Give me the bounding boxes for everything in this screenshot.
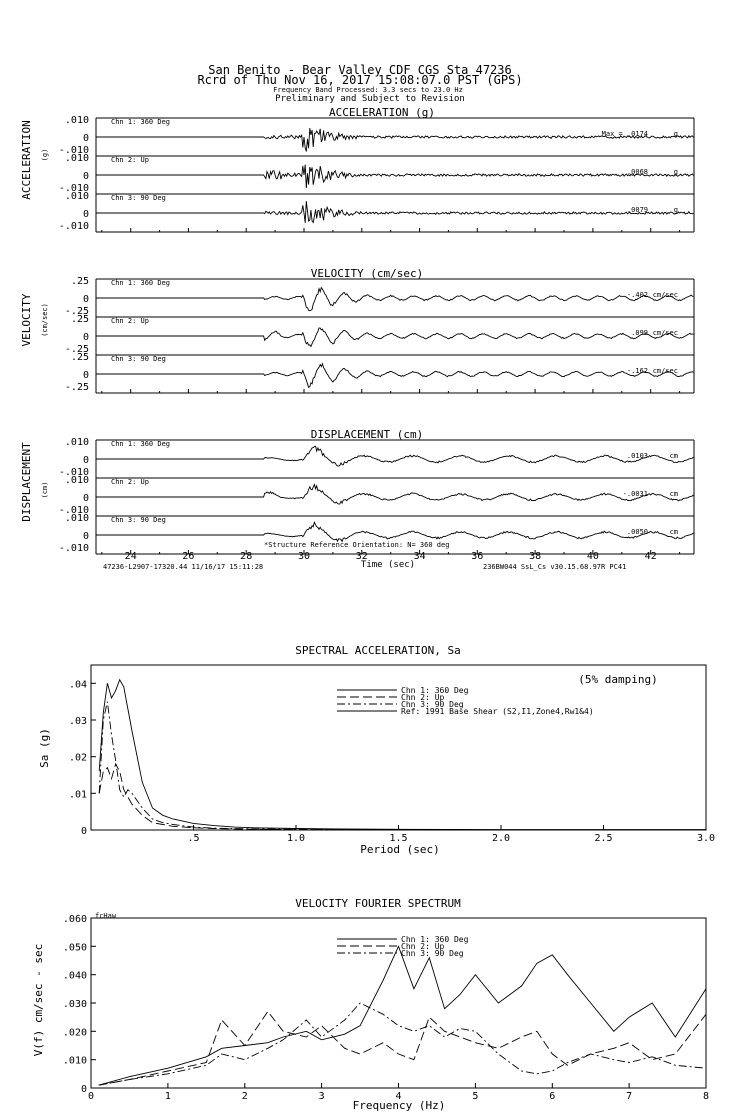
displacement-panel	[20, 428, 694, 554]
x-tick-label: 3	[318, 1091, 325, 1102]
y-tick-label: 0	[80, 1084, 87, 1095]
channel-ytick-max: .010	[64, 191, 89, 202]
channel-name: Chn 2: Up	[111, 478, 149, 486]
channel-ytick-zero: 0	[82, 493, 89, 504]
legend-label: Chn 3: 90 Deg	[401, 700, 464, 709]
channel-ytick-max: .25	[70, 276, 89, 287]
x-tick-label: 3.0	[696, 833, 716, 844]
channel-ytick-max: .010	[64, 437, 89, 448]
channel-ytick-zero: 0	[82, 370, 89, 381]
x-tick-label: 8	[702, 1091, 710, 1102]
channel-ytick-min: -.25	[64, 306, 89, 317]
x-tick-label: 6	[549, 1091, 556, 1102]
channel-peak-value: .0068	[626, 168, 648, 176]
x-tick-label: 7	[626, 1091, 633, 1102]
channel-trace	[96, 522, 693, 541]
time-tick-label: 32	[355, 551, 368, 562]
channel-ytick-min: -.010	[58, 145, 89, 156]
channel-name: Chn 3: 90 Deg	[111, 355, 166, 363]
channel-peak-unit: cm	[669, 490, 678, 498]
channel-ytick-min: -.25	[64, 382, 89, 393]
legend-label: Chn 2: Up	[401, 693, 445, 702]
channel-ytick-zero: 0	[82, 171, 89, 182]
acceleration-title: ACCELERATION (g)	[329, 106, 435, 119]
channel-peak-unit: cm/sec	[652, 329, 678, 337]
channel-trace	[96, 165, 693, 188]
y-tick-label: .04	[68, 679, 87, 691]
velocity-title: VELOCITY (cm/sec)	[310, 267, 424, 280]
displacement-unit-label: (cm)	[41, 481, 49, 499]
channel-peak-value: -.162	[626, 367, 648, 375]
y-tick-label: 0	[80, 826, 87, 837]
fs-corner-label: fcHaw	[95, 912, 117, 920]
footer-left: 47236-L2907-17320.44 11/16/17 15:11:28	[103, 563, 264, 571]
spectral-acceleration-chart	[38, 644, 715, 856]
acceleration-unit-label: (g)	[41, 148, 49, 162]
x-tick-label: 1	[164, 1091, 171, 1102]
plot-frame	[91, 918, 706, 1088]
channel-name: Chn 1: 360 Deg	[111, 440, 171, 448]
sa-title: SPECTRAL ACCELERATION, Sa	[295, 644, 461, 657]
orientation-note: *Structure Reference Orientation: N= 360 deg	[264, 541, 450, 549]
x-tick-label: 5	[472, 1091, 479, 1102]
time-tick-label: 42	[644, 551, 657, 562]
channel-peak-value: .099	[631, 329, 648, 337]
channel-ytick-max: .010	[64, 513, 89, 524]
y-tick-label: .010	[62, 1055, 87, 1067]
fs-ylabel: V(f) cm/sec - sec	[32, 943, 45, 1057]
channel-peak-value: .0050	[626, 528, 648, 536]
acceleration-panel	[20, 106, 694, 232]
series-line	[99, 764, 706, 830]
channel-ytick-max: .010	[64, 475, 89, 486]
channel-name: Chn 3: 90 Deg	[111, 516, 166, 524]
x-tick-label: 2	[241, 1091, 248, 1102]
channel-ytick-max: .010	[64, 115, 89, 126]
footer-right: 236BW044 SsL_Cs v30.15.68.97R PC41	[483, 563, 627, 571]
legend-label: Chn 1: 360 Deg	[401, 686, 469, 695]
channel-peak-value: -.0031	[622, 490, 648, 498]
header-station: San Benito - Bear Valley CDF CGS Sta 47236	[208, 63, 512, 77]
legend-label: Chn 2: Up	[401, 942, 445, 951]
channel-ytick-zero: 0	[82, 332, 89, 343]
time-axis	[103, 541, 657, 571]
acceleration-side-label: ACCELERATION	[20, 120, 33, 200]
channel-peak-value: .0079	[626, 206, 648, 214]
channel-ytick-zero: 0	[82, 133, 89, 144]
channel-name: Chn 1: 360 Deg	[111, 279, 171, 287]
channel-trace	[96, 485, 693, 505]
fs-xlabel: Frequency (Hz)	[352, 1099, 446, 1112]
legend-label: Chn 1: 360 Deg	[401, 935, 469, 944]
sa-xlabel: Period (sec)	[360, 843, 440, 856]
velocity-panel	[20, 267, 694, 393]
channel-peak-unit: g	[673, 206, 678, 214]
channel-ytick-zero: 0	[82, 455, 89, 466]
channel-name: Chn 2: Up	[111, 156, 149, 164]
series-line	[99, 1003, 706, 1085]
channel-ytick-min: -.010	[58, 543, 89, 554]
channel-peak-value: .0103	[626, 452, 648, 460]
time-tick-label: 38	[529, 551, 542, 562]
y-tick-label: .03	[68, 716, 87, 727]
header-band: Frequency Band Processed: 3.3 secs to 23.0 Hz	[273, 86, 463, 94]
channel-ytick-max: .25	[70, 314, 89, 325]
fourier-spectrum-chart	[32, 897, 709, 1112]
y-tick-label: .050	[62, 942, 87, 954]
sa-damping-note: (5% damping)	[578, 673, 658, 686]
y-tick-label: .01	[68, 789, 87, 801]
legend-label: Chn 3: 90 Deg	[401, 949, 464, 958]
channel-ytick-min: -.25	[64, 344, 89, 355]
displacement-title: DISPLACEMENT (cm)	[310, 428, 424, 441]
fs-title: VELOCITY FOURIER SPECTRUM	[295, 897, 461, 910]
y-tick-label: .060	[62, 914, 87, 925]
channel-ytick-zero: 0	[82, 209, 89, 220]
time-axis-label: Time (sec)	[360, 560, 416, 570]
x-tick-label: 1.5	[389, 833, 408, 844]
channel-ytick-min: -.010	[58, 221, 89, 232]
channel-ytick-min: -.010	[58, 505, 89, 516]
channel-ytick-zero: 0	[82, 531, 89, 542]
channel-trace	[96, 446, 693, 466]
channel-peak-unit: cm	[669, 452, 678, 460]
velocity-side-label: VELOCITY	[20, 293, 33, 347]
y-tick-label: .030	[62, 999, 87, 1010]
channel-trace	[96, 201, 693, 223]
x-tick-label: 1.0	[286, 833, 306, 844]
channel-trace	[96, 364, 693, 388]
time-tick-label: 40	[586, 551, 599, 562]
series-line	[99, 1012, 706, 1086]
channel-name: Chn 3: 90 Deg	[111, 194, 166, 202]
x-tick-label: 2.0	[491, 833, 511, 844]
time-tick-label: 28	[240, 551, 253, 562]
x-tick-label: 4	[395, 1091, 402, 1102]
time-tick-label: 24	[124, 551, 137, 562]
x-tick-label: .5	[187, 833, 200, 844]
plot-frame	[91, 665, 706, 830]
channel-name: Chn 2: Up	[111, 317, 149, 325]
time-tick-label: 26	[182, 551, 195, 562]
y-tick-label: .040	[62, 970, 87, 982]
channel-name: Chn 1: 360 Deg	[111, 118, 171, 126]
series-line	[99, 946, 706, 1085]
channel-peak-unit: g	[673, 130, 678, 138]
time-tick-label: 30	[297, 551, 311, 562]
channel-ytick-max: .25	[70, 352, 89, 363]
channel-peak-unit: cm/sec	[652, 367, 678, 375]
x-tick-label: 0	[87, 1091, 95, 1102]
header-prelim: Preliminary and Subject to Revision	[275, 94, 465, 104]
series-line	[99, 702, 706, 830]
y-tick-label: .020	[62, 1027, 87, 1039]
channel-peak-value: -.402	[626, 291, 648, 299]
channel-ytick-min: -.010	[58, 467, 89, 478]
time-tick-label: 36	[471, 551, 484, 562]
channel-peak-unit: cm	[669, 528, 678, 536]
header-record: Rcrd of Thu Nov 16, 2017 15:08:07.0 PST (GPS)	[197, 73, 523, 87]
channel-peak-unit: g	[673, 168, 678, 176]
velocity-unit-label: (cm/sec)	[41, 303, 49, 337]
sa-ylabel: Sa (g)	[38, 728, 51, 768]
y-tick-label: .02	[68, 752, 87, 764]
channel-peak-value: Max = .0174	[601, 130, 648, 138]
channel-trace	[96, 288, 693, 311]
channel-trace	[96, 328, 693, 347]
time-tick-label: 34	[413, 551, 426, 562]
x-tick-label: 2.5	[594, 833, 613, 844]
channel-ytick-min: -.010	[58, 183, 89, 194]
displacement-side-label: DISPLACEMENT	[20, 442, 33, 522]
channel-ytick-zero: 0	[82, 294, 89, 305]
legend-label: Ref: 1991 Base Shear (S2,I1,Zone4,Rw1&4)	[401, 707, 594, 716]
channel-peak-unit: cm/sec	[652, 291, 678, 299]
channel-ytick-max: .010	[64, 153, 89, 164]
